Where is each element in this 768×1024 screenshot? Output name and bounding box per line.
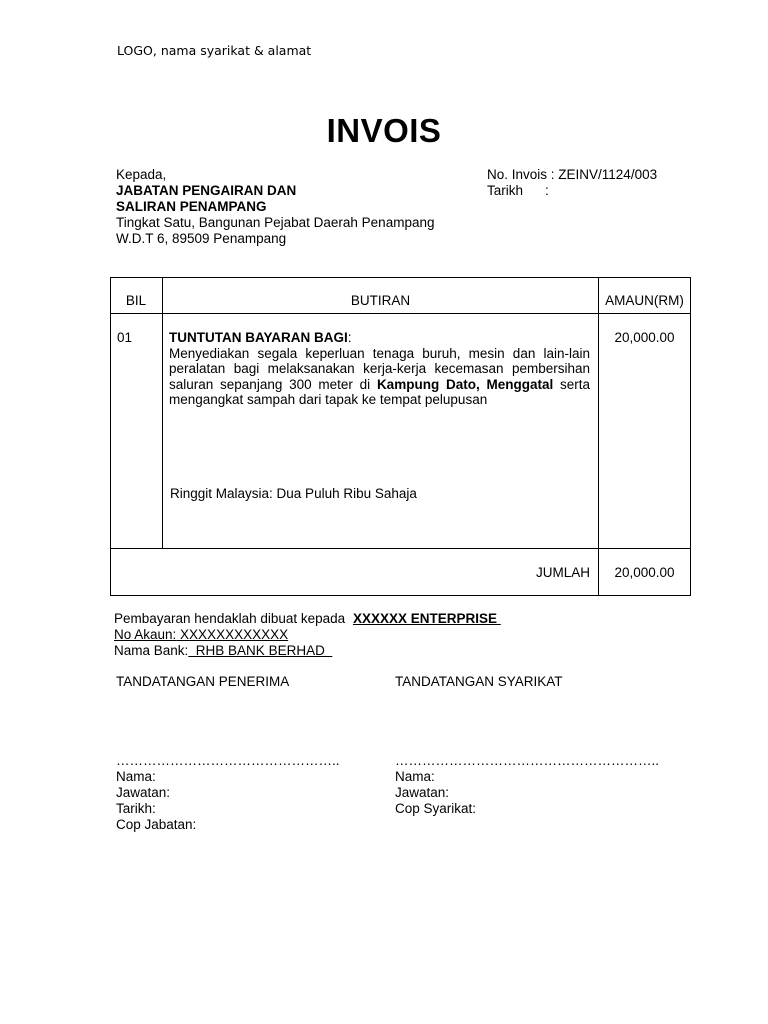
salutation: Kepada, — [116, 167, 167, 182]
bank-value: RHB BANK BERHAD — [188, 643, 333, 658]
signature-recipient-line: ………………………………………….. — [116, 753, 340, 768]
item-desc-part2: serta mengangkat sampah dari tapak ke tempat pelupusan — [169, 376, 590, 407]
recipient-name-line1: JABATAN PENGAIRAN DAN — [116, 183, 297, 198]
account-value: XXXXXXXXXXXX — [176, 627, 289, 642]
payment-bank-row — [114, 643, 501, 659]
recipient-name-line2: SALIRAN PENAMPANG — [116, 199, 267, 214]
signature-recipient — [116, 674, 289, 690]
account-label: No Akaun: — [114, 627, 177, 642]
signature-recipient-position: Jawatan: — [116, 785, 171, 800]
recipient-address-line1: Tingkat Satu, Bangunan Pejabat Daerah Penampang — [116, 215, 435, 230]
signature-recipient-fields — [116, 753, 340, 833]
item-heading-suffix: : — [347, 330, 352, 345]
invoice-date-row — [487, 183, 657, 199]
item-desc-location: Kampung Dato, Menggatal — [376, 376, 554, 392]
item-heading: TUNTUTAN BAYARAN BAGI — [169, 330, 348, 345]
signature-recipient-stamp: Cop Jabatan: — [116, 817, 197, 832]
header-note: LOGO, nama syarikat & alamat — [117, 43, 312, 58]
invoice-number: No. Invois : ZEINV/1124/003 — [487, 167, 658, 182]
signature-recipient-date: Tarikh: — [116, 801, 156, 816]
invoice-date-label: Tarikh — [487, 183, 524, 198]
signature-company — [395, 674, 563, 690]
total-label: JUMLAH — [535, 565, 590, 580]
table-header-divider — [110, 313, 691, 314]
payment-payee-row — [114, 611, 501, 627]
payment-block — [114, 611, 501, 659]
signature-company-stamp: Cop Syarikat: — [395, 801, 477, 816]
item-amount: 20,000.00 — [614, 330, 675, 345]
item-desc-part1: Menyediakan segala keperluan tenaga buruh, mesin dan lain-lain peralatan bagi melaksanakan kerja-kerja kecemasan pembersihan saluran sepanjang 300 meter di — [169, 345, 590, 392]
item-description — [169, 330, 590, 408]
invoice-title: INVOIS — [326, 112, 442, 149]
signature-recipient-heading: TANDATANGAN PENERIMA — [116, 674, 290, 689]
table-divider-bil — [162, 277, 163, 548]
signature-company-heading: TANDATANGAN SYARIKAT — [395, 674, 563, 689]
invoice-meta — [487, 167, 657, 199]
bank-label: Nama Bank: — [114, 643, 189, 658]
invoice-date-colon: : — [545, 183, 549, 198]
payee-value: XXXXXX ENTERPRISE — [352, 611, 497, 626]
signature-company-line: ………………………………………………….. — [395, 753, 660, 768]
recipient-address-line2: W.D.T 6, 89509 Penampang — [116, 231, 287, 246]
total-amount: 20,000.00 — [614, 565, 675, 580]
item-amount-words: Ringgit Malaysia: Dua Puluh Ribu Sahaja — [170, 486, 417, 501]
col-header-amaun: AMAUN(RM) — [605, 293, 684, 308]
item-bil: 01 — [117, 330, 133, 345]
signature-company-name: Nama: — [395, 769, 435, 784]
recipient-block — [116, 167, 434, 247]
payment-account-row — [114, 627, 501, 643]
col-header-butiran: BUTIRAN — [350, 293, 411, 308]
signature-company-fields — [395, 753, 659, 817]
signature-recipient-name: Nama: — [116, 769, 156, 784]
payee-label: Pembayaran hendaklah dibuat kepada — [114, 611, 346, 626]
table-total-divider — [110, 548, 691, 549]
col-header-bil: BIL — [125, 293, 147, 308]
signature-company-position: Jawatan: — [395, 785, 450, 800]
